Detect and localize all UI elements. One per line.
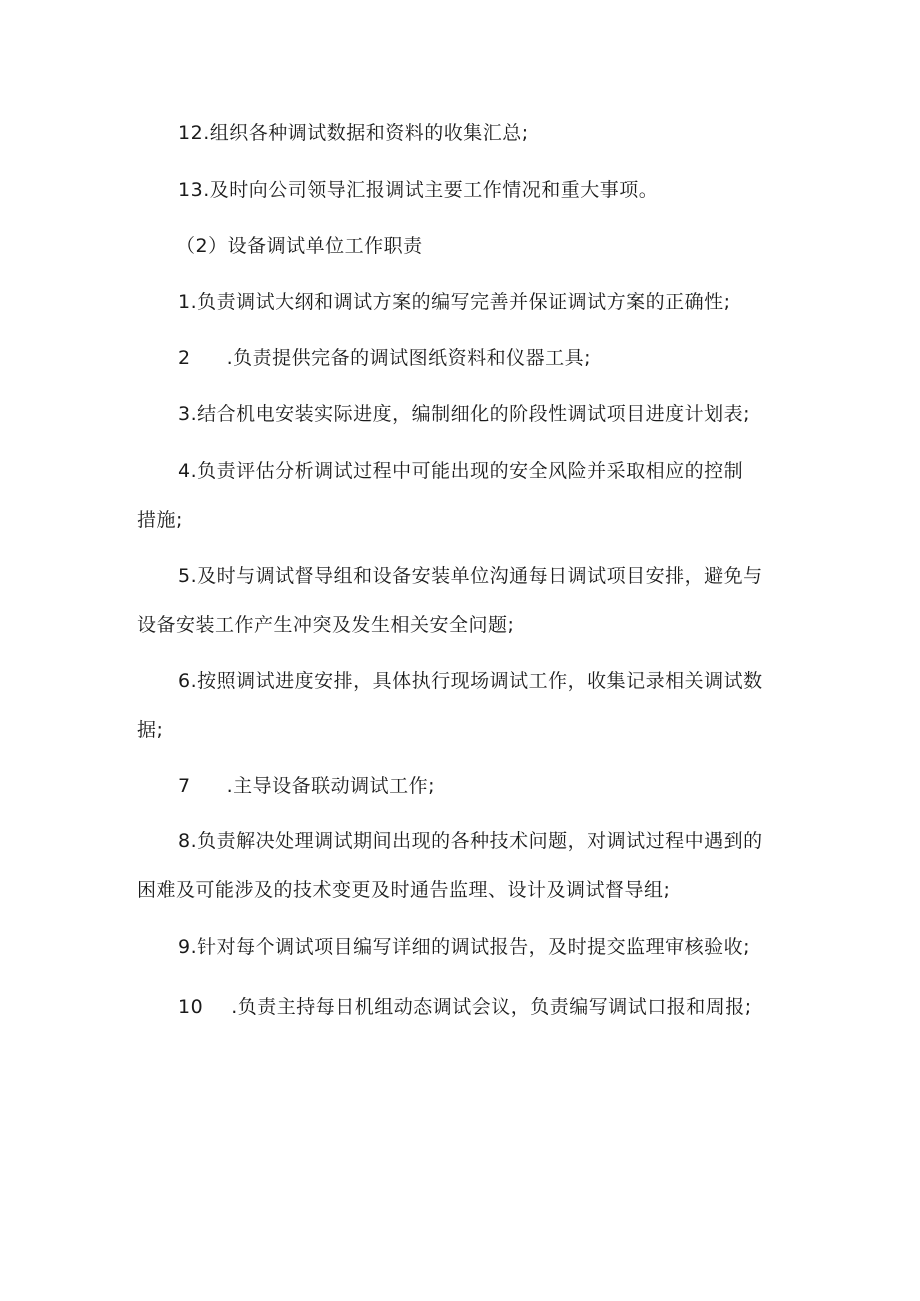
list-item-8-continuation (137, 878, 670, 902)
list-item-4 (178, 459, 743, 483)
list-item-10 (178, 995, 752, 1019)
item-number: 13 (178, 179, 204, 201)
item-number: 12 (178, 122, 204, 144)
list-item-6 (178, 669, 763, 693)
item-continuation-text: 据; (137, 719, 164, 741)
item-text: .组织各种调试数据和资料的收集汇总; (203, 122, 529, 144)
list-item-12 (178, 121, 529, 145)
item-text: .针对每个调试项目编写详细的调试报告，及时提交监理审核验收; (190, 936, 751, 958)
list-item-7 (178, 774, 435, 798)
item-text: .按照调试进度安排，具体执行现场调试工作，收集记录相关调试数 (190, 670, 763, 692)
item-number: 9 (178, 936, 191, 958)
item-number: 1 (178, 291, 191, 313)
list-item-6-continuation (137, 718, 163, 742)
item-number: 10 (178, 996, 204, 1018)
item-text: .负责主持每日机组动态调试会议，负责编写调试口报和周报; (231, 996, 752, 1018)
list-item-2 (178, 346, 591, 370)
item-text: .负责调试大纲和调试方案的编写完善并保证调试方案的正确性; (190, 291, 731, 313)
item-text: .及时向公司领导汇报调试主要工作情况和重大事项。 (203, 179, 659, 201)
item-number: 5 (178, 565, 191, 587)
item-number: 7 (178, 775, 191, 797)
item-number: 6 (178, 670, 191, 692)
item-continuation-text: 设备安装工作产生冲突及发生相关安全问题; (137, 614, 515, 636)
item-text: .结合机电安装实际进度，编制细化的阶段性调试项目进度计划表; (190, 403, 751, 425)
list-item-5 (178, 564, 763, 588)
item-text: .主导设备联动调试工作; (226, 775, 436, 797)
item-number: 3 (178, 403, 191, 425)
item-continuation-text: 困难及可能涉及的技术变更及时通告监理、设计及调试督导组; (137, 879, 671, 901)
item-text: .负责解决处理调试期间出现的各种技术问题，对调试过程中遇到的 (190, 830, 763, 852)
item-text: .负责评估分析调试过程中可能出现的安全风险并采取相应的控制 (190, 460, 744, 482)
list-item-9 (178, 935, 750, 959)
list-item-8 (178, 829, 763, 853)
item-text: .及时与调试督导组和设备安装单位沟通每日调试项目安排，避免与 (190, 565, 763, 587)
section-heading (176, 234, 423, 258)
item-number: 8 (178, 830, 191, 852)
item-number: 2 (178, 347, 191, 369)
item-text: .负责提供完备的调试图纸资料和仪器工具; (226, 347, 592, 369)
item-continuation-text: 措施; (137, 509, 183, 531)
list-item-1 (178, 290, 731, 314)
list-item-13 (178, 178, 658, 202)
list-item-4-continuation (137, 508, 183, 532)
section-heading-text: （2）设备调试单位工作职责 (176, 235, 423, 257)
list-item-5-continuation (137, 613, 514, 637)
list-item-3 (178, 402, 750, 426)
item-number: 4 (178, 460, 191, 482)
